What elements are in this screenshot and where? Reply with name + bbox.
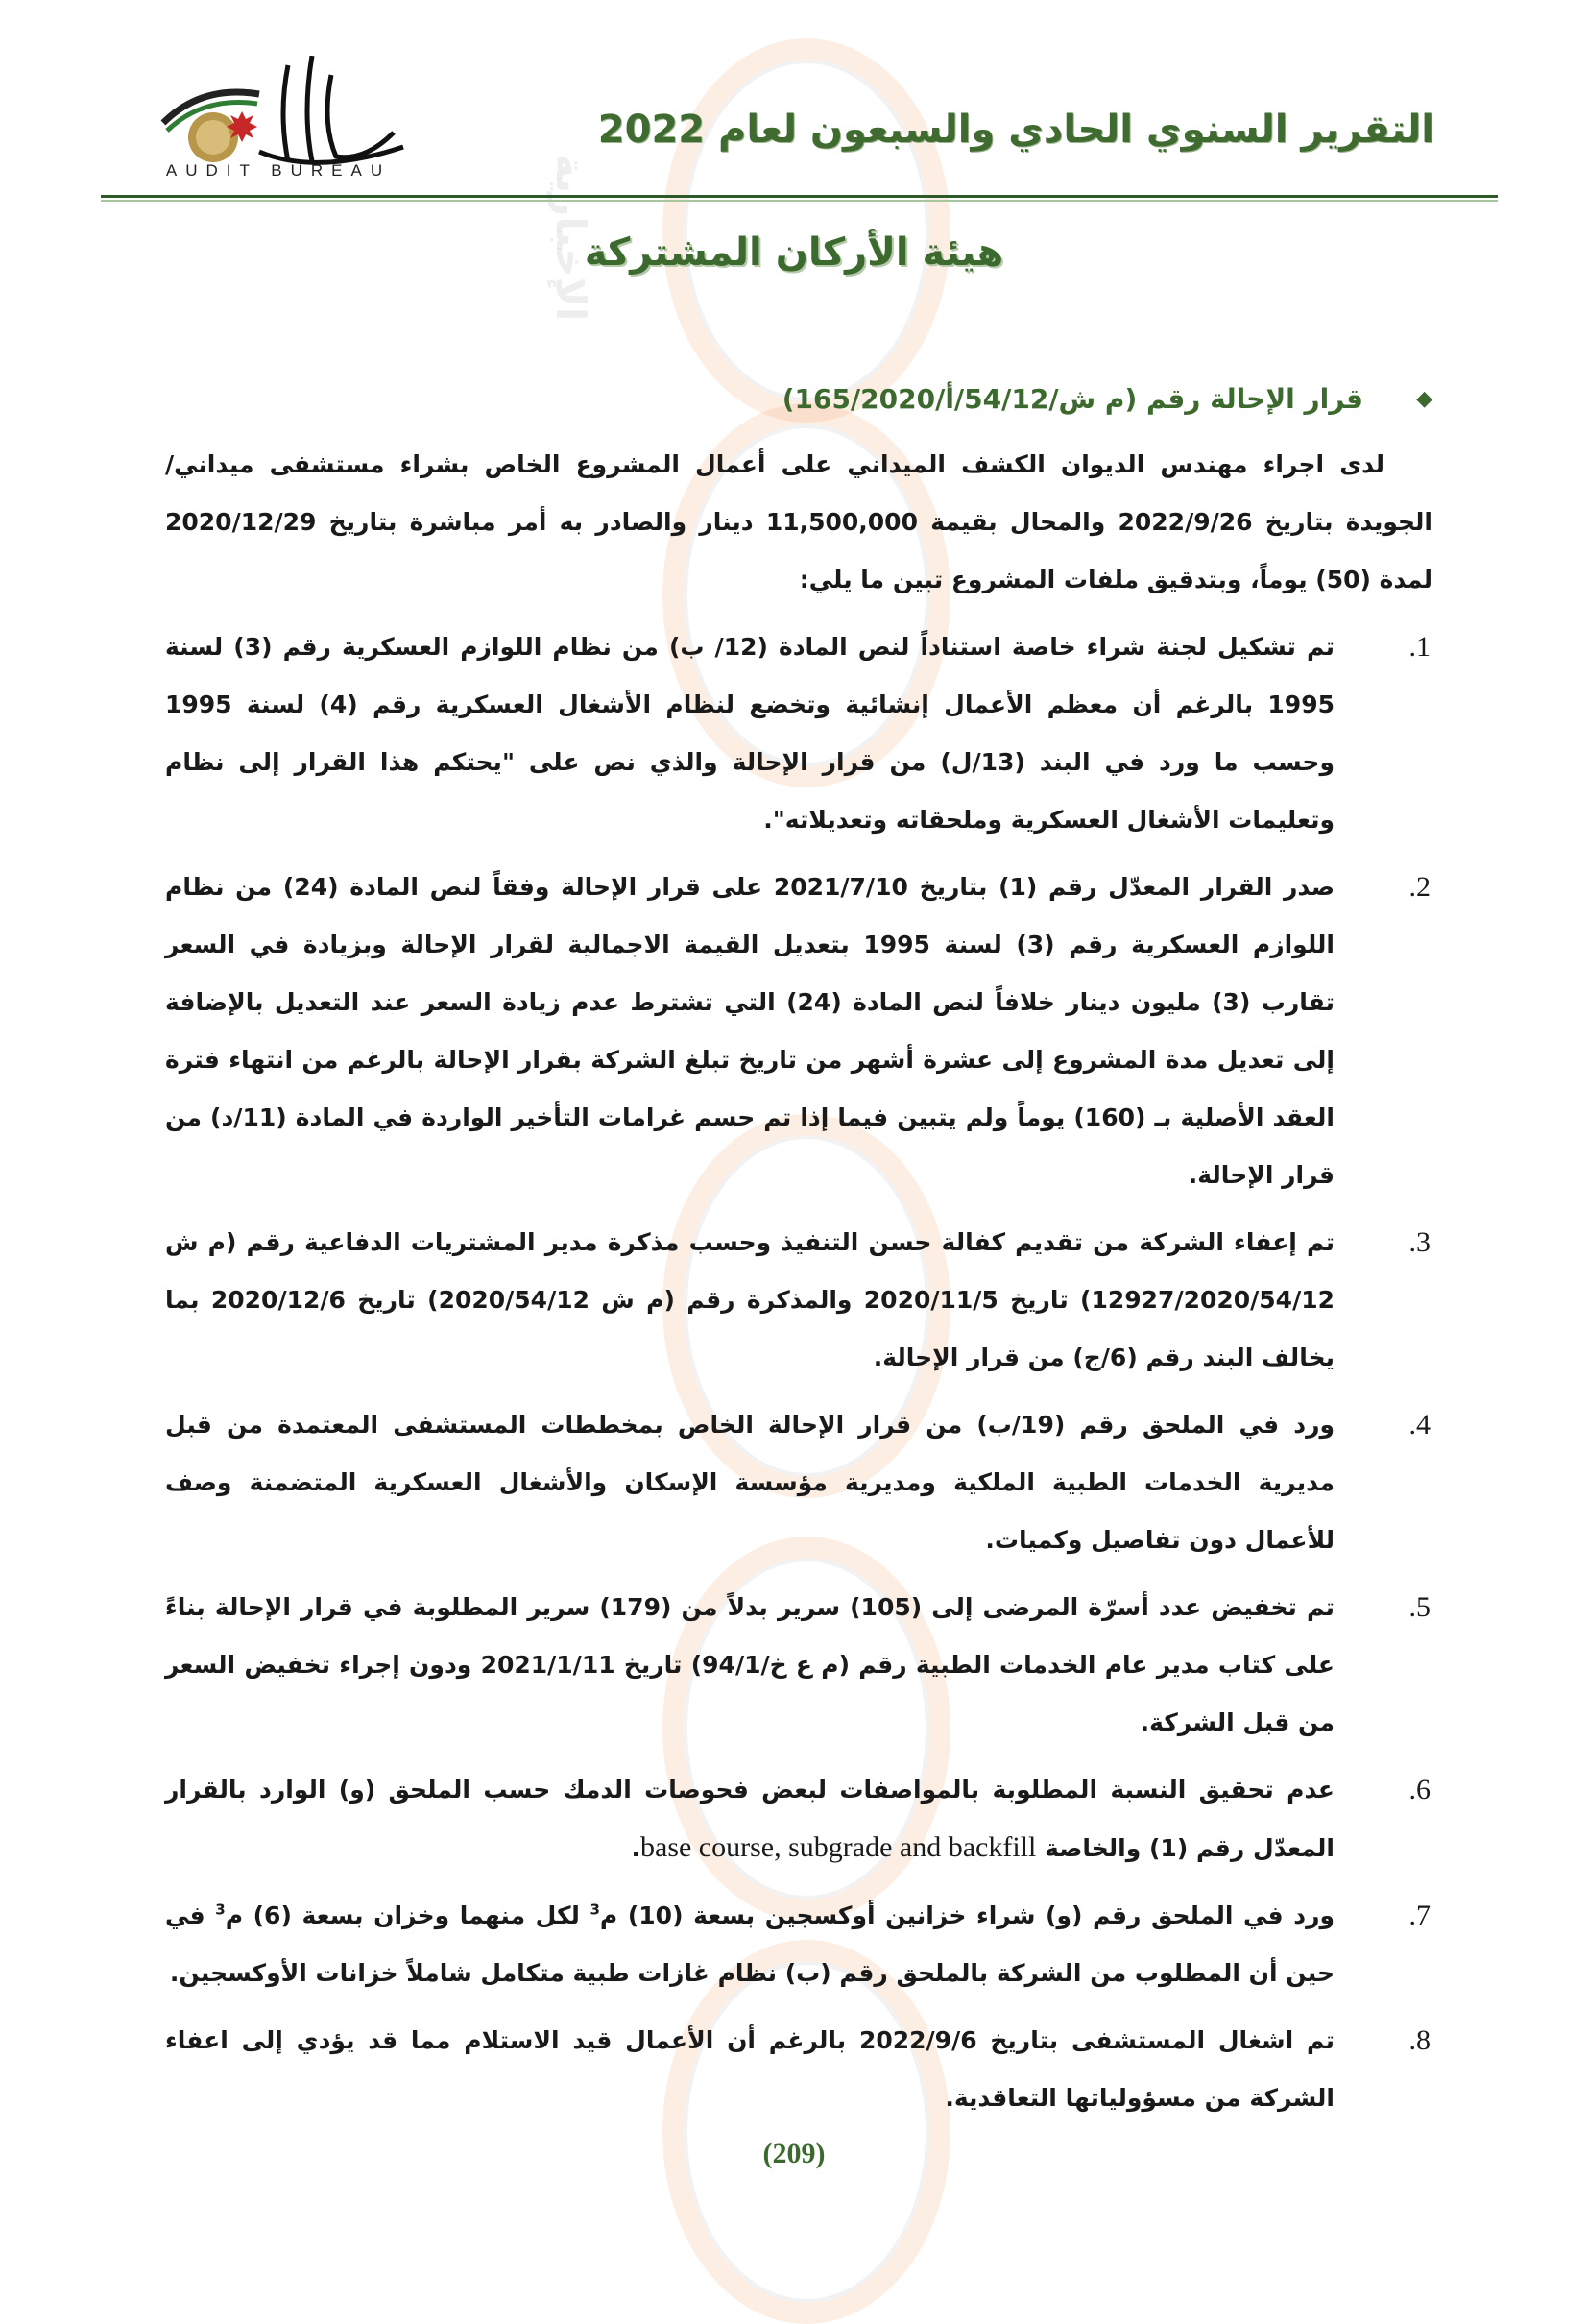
item-text-part: في حين أن المطلوب من الشركة بالملحق رقم (ب) نظام غازات طبية متكامل شاملاً خزانات الأوكسجين. <box>165 1901 1335 1987</box>
item-text-part: لكل منهما وخزان بسعة (6) م <box>225 1901 590 1929</box>
decision-heading <box>165 375 1432 423</box>
report-title: التقرير السنوي الحادي والسبعون لعام 2022 <box>597 108 1434 152</box>
item-number: 1. <box>1408 631 1431 663</box>
item-number: 2. <box>1408 871 1431 903</box>
item-number: 6. <box>1408 1774 1431 1805</box>
page-number: (209) <box>762 2138 826 2169</box>
list-item <box>165 1579 1432 1752</box>
item-text-part: ورد في الملحق رقم (و) شراء خزانين أوكسجين بسعة (10) م <box>599 1901 1335 1929</box>
header-divider <box>101 195 1498 198</box>
item-text <box>165 1887 1335 2002</box>
list-item <box>165 1887 1432 2002</box>
item-number: 4. <box>1408 1409 1431 1440</box>
item-text-end: . <box>631 1834 640 1862</box>
item-number: 5. <box>1408 1591 1431 1623</box>
item-text: تم اشغال المستشفى بتاريخ 2022/9/6 بالرغم أن الأعمال قيد الاستلام مما قد يؤدي إلى اعفاء الشركة من مسؤولياتها التعاقدية. <box>165 2026 1335 2112</box>
item-text: تم إعفاء الشركة من تقديم كفالة حسن التنفيذ وحسب مذكرة مدير المشتريات الدفاعية رقم (م ش 12927/2020/54/12) تاريخ 2020/11/5 والمذكرة رقم (م ش 2020/54/12) تاريخ 2020/12/6 بما يخالف البند رقم (6/ج) من قرار الإحالة. <box>165 1228 1335 1371</box>
item-text: تم تشكيل لجنة شراء خاصة استناداً لنص المادة (12/ ب) من نظام اللوازم العسكرية رقم (3) لسنة 1995 بالرغم أن معظم الأعمال إنشائية وتخضع لنظام الأشغال العسكرية رقم (4) لسنة 1995 وحسب ما ورد في البند (13/ل) من قرار الإحالة والذي نص على "يحتكم هذا القرار إلى نظام وتعليمات الأشغال العسكرية وملحقاته وتعديلاته". <box>165 633 1335 834</box>
item-text-latin: base course, subgrade and backfill <box>640 1831 1037 1863</box>
item-number: 8. <box>1408 2024 1431 2056</box>
item-number: 7. <box>1408 1900 1431 1931</box>
findings-list <box>165 618 1432 2127</box>
watermark-text: الإخبارية <box>547 154 594 322</box>
heading-text: قرار الإحالة رقم (م ش/54/12/أ/165/2020) <box>782 382 1363 415</box>
section-title: هيئة الأركان المشتركة <box>584 230 1004 275</box>
intro-paragraph: لدى اجراء مهندس الديوان الكشف الميداني على أعمال المشروع الخاص بشراء مستشفى ميداني/ الجويدة بتاريخ 2022/9/26 والمحال بقيمة 11,500,000 دينار والصادر به أمر مباشرة بتاريخ 2020/12/29 لمدة (50) يوماً، وبتدقيق ملفات المشروع تبين ما يلي: <box>165 450 1432 593</box>
item-text-arabic: عدم تحقيق النسبة المطلوبة بالمواصفات لبعض فحوصات الدمك حسب الملحق (و) الوارد بالقرار المعدّل رقم (1) والخاصة <box>165 1776 1335 1862</box>
document-body <box>165 375 1432 2127</box>
item-text <box>165 1761 1335 1877</box>
list-item <box>165 618 1432 849</box>
list-item <box>165 2012 1432 2127</box>
item-text: صدر القرار المعدّل رقم (1) بتاريخ 2021/7/10 على قرار الإحالة وفقاً لنص المادة (24) من نظام اللوازم العسكرية رقم (3) لسنة 1995 بتعديل القيمة الاجمالية لقرار الإحالة وبزيادة في السعر تقارب (3) مليون دينار خلافاً لنص المادة (24) التي تشترط عدم زيادة السعر عند التعديل بالإضافة إلى تعديل مدة المشروع إلى عشرة أشهر من تاريخ تبلغ الشركة بقرار الإحالة بالرغم من انتهاء فترة العقد الأصلية بـ (160) يوماً ولم يتبين فيما إذا تم حسم غرامات التأخير الواردة في المادة (11/د) من قرار الإحالة. <box>165 873 1335 1189</box>
header-divider-accent <box>101 200 1498 202</box>
diamond-bullet-icon: ◆ <box>1416 386 1432 411</box>
item-text: تم تخفيض عدد أسرّة المرضى إلى (105) سرير بدلاً من (179) سرير المطلوبة في قرار الإحالة بناءً على كتاب مدير عام الخدمات الطبية رقم (م ع خ/94/1) تاريخ 2021/1/11 ودون إجراء تخفيض السعر من قبل الشركة. <box>165 1593 1335 1736</box>
list-item <box>165 1396 1432 1569</box>
item-text: ورد في الملحق رقم (19/ب) من قرار الإحالة الخاص بمخططات المستشفى المعتمدة من قبل مديرية الخدمات الطبية الملكية ومديرية مؤسسة الإسكان والأشغال العسكرية المتضمنة وصف للأعمال دون تفاصيل وكميات. <box>165 1411 1335 1554</box>
item-number: 3. <box>1408 1226 1431 1258</box>
list-item <box>165 859 1432 1204</box>
list-item <box>165 1214 1432 1387</box>
logo-caption: AUDIT BUREAU <box>165 161 392 180</box>
superscript: 3 <box>589 1900 600 1919</box>
list-item <box>165 1761 1432 1877</box>
page-header <box>0 0 1588 206</box>
superscript: 3 <box>215 1900 226 1919</box>
